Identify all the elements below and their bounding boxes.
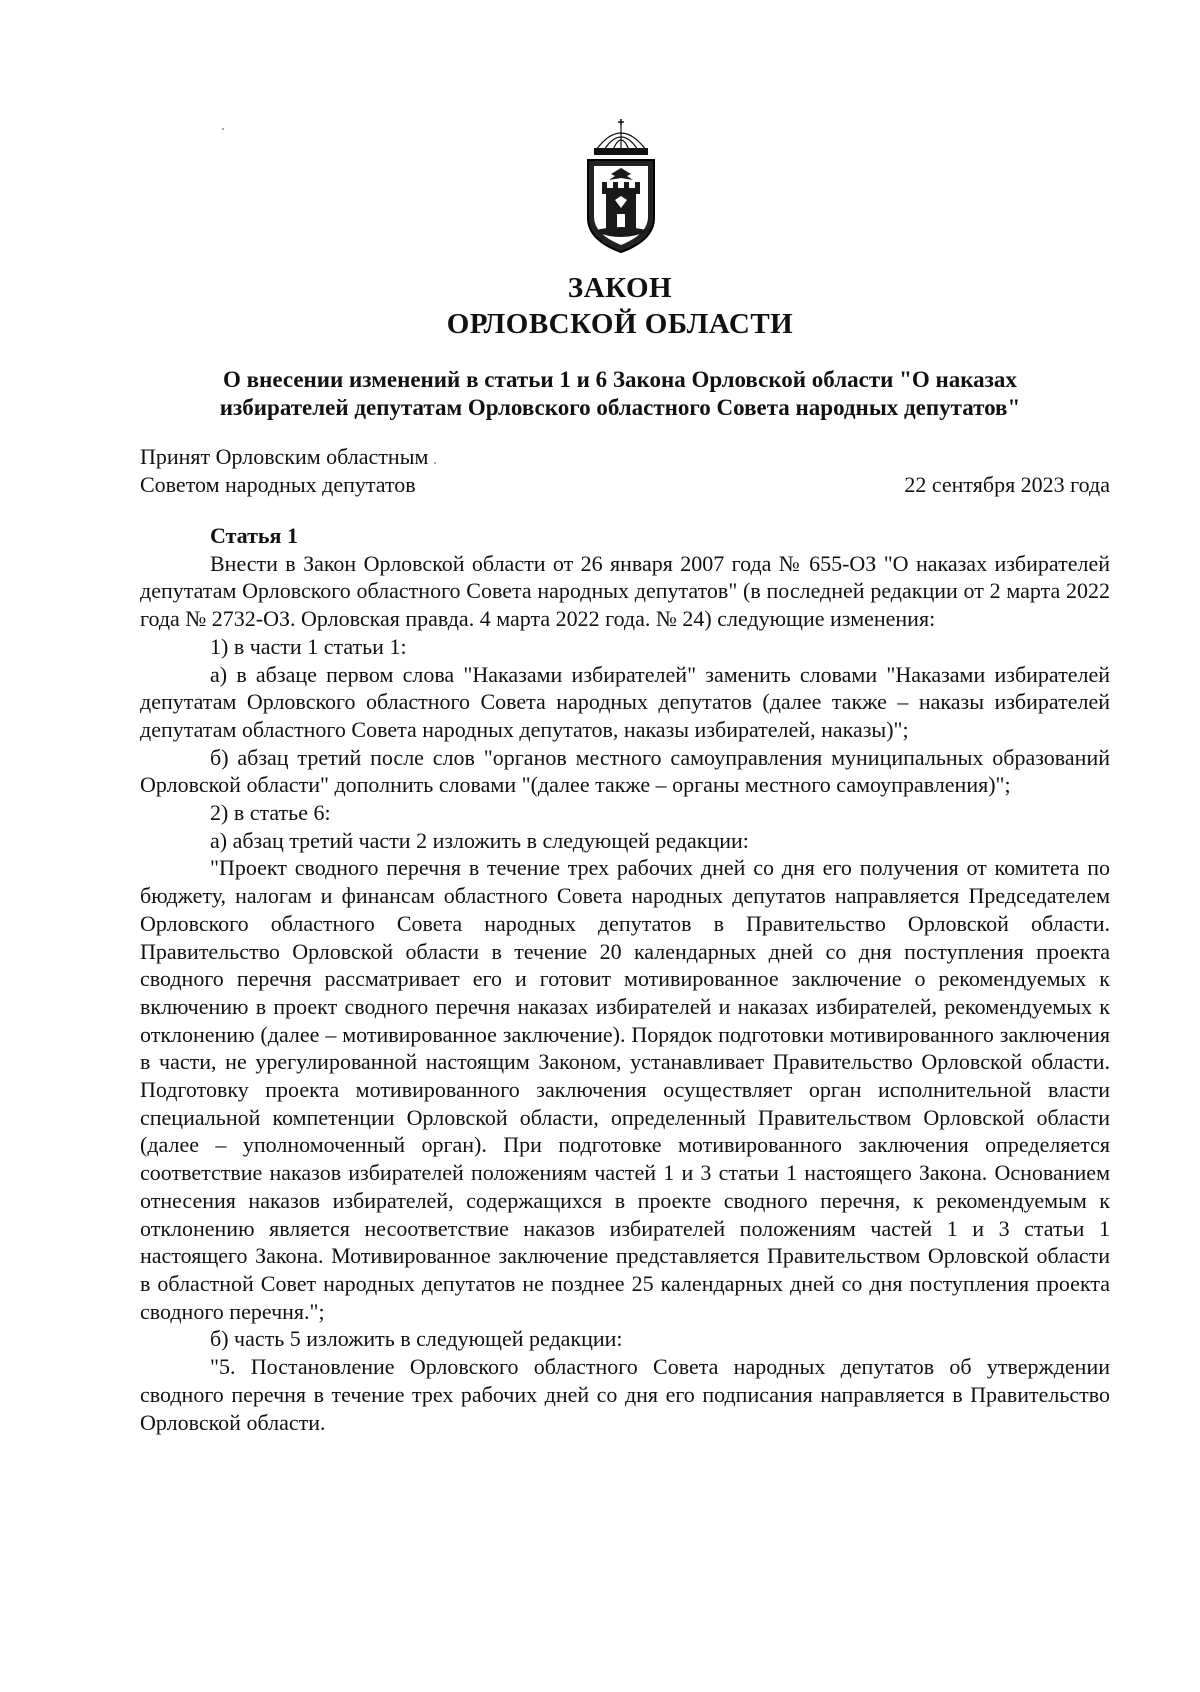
- article-paragraph: Внести в Закон Орловской области от 26 января 2007 года № 655-ОЗ "О наказах избирателей депутатам Орловского областного Совета народных депутатов" (в последней редакции от 2 марта 2022 года № 2732-ОЗ. Орловская правда. 4 марта 2022 года. № 24) следующие изменения:: [140, 550, 1110, 632]
- article-paragraph: а) абзац третий части 2 изложить в следующей редакции:: [210, 827, 749, 853]
- adoption-authority: [140, 443, 428, 499]
- article-paragraph: 2) в статье 6:: [210, 800, 331, 826]
- scan-speck: [434, 462, 436, 464]
- article-paragraph: 1) в части 1 статьи 1:: [210, 633, 407, 659]
- law-title: ЗАКОН: [567, 272, 673, 304]
- article-paragraph: "5. Постановление Орловского областного Совета народных депутатов об утверждении сводного перечня в течение трех рабочих дней со дня его подписания направляется в Правительство Орловской области.: [140, 1354, 1110, 1435]
- article-heading: Статья 1: [210, 523, 298, 548]
- law-subject-line: избирателей депутатам Орловского областного Совета народных депутатов": [219, 395, 1021, 420]
- law-subject: [130, 366, 1110, 422]
- adoption-line: Принят Орловским областным: [140, 444, 429, 469]
- article-paragraph: а) в абзаце первом слова "Наказами избирателей" заменить словами "Наказами избирателей депутатам Орловского областного Совета народных депутатов (далее также – наказы избирателей депутатам областного Совета народных депутатов, наказы избирателей, наказы)";: [140, 661, 1110, 742]
- article-body: [140, 522, 1110, 1436]
- scan-speck: [222, 128, 224, 130]
- adoption-line: Советом народных депутатов: [140, 472, 416, 497]
- adoption-date: 22 сентября 2023 года: [904, 472, 1110, 497]
- law-region: ОРЛОВСКОЙ ОБЛАСТИ: [446, 308, 794, 340]
- coat-of-arms-icon: [566, 118, 676, 258]
- law-subject-line: О внесении изменений в статьи 1 и 6 Закона Орловской области "О наказах: [223, 367, 1017, 392]
- article-paragraph: "Проект сводного перечня в течение трех рабочих дней со дня его получения от комитета по бюджету, налогам и финансам областного Совета народных депутатов направляется Председателем Орловского областного Совета народных депутатов в Правительство Орловской области. Правительство Орловской области в течение 20 календарных дней со дня поступления проекта сводного перечня рассматривает его и готовит мотивированное заключение о рекомендуемых к включению в проект сводного перечня наказах избирателей и наказах избирателей, рекомендуемых к отклонению (далее – мотивированное заключение). Порядок подготовки мотивированного заключения в части, не урегулированной настоящим Законом, устанавливает Правительство Орловской области. Подготовку проекта мотивированного заключения осуществляет орган исполнительной власти специальной компетенции Орловской области, определенный Правительством Орловской области (далее – уполномоченный орган). При подготовке мотивированного заключения определяется соответствие наказов избирателей положениям частей 1 и 3 статьи 1 настоящего Закона. Основанием отнесения наказов избирателей, содержащихся в проекте сводного перечня, к рекомендуемым к отклонению является несоответствие наказов избирателей положениям частей 1 и 3 статьи 1 настоящего Закона. Мотивированное заключение представляется Правительством Орловской области в областной Совет народных депутатов не позднее 25 календарных дней со дня поступления проекта сводного перечня.";: [140, 855, 1110, 1324]
- article-paragraph: б) абзац третий после слов "органов местного самоуправления муниципальных образований Орловской области" дополнить словами "(далее также – органы местного самоуправления)";: [140, 744, 1110, 798]
- article-paragraph: б) часть 5 изложить в следующей редакции:: [210, 1326, 623, 1352]
